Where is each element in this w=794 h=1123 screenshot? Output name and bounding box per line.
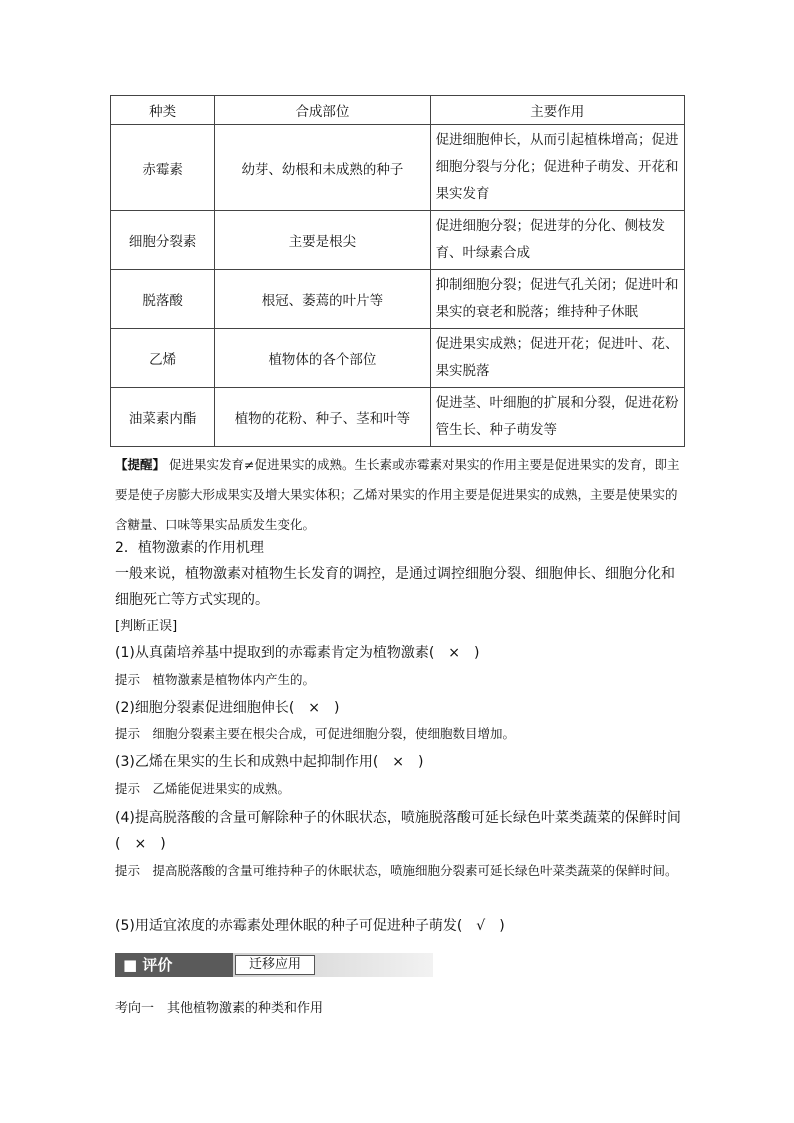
section-heading: 2．植物激素的作用机理 bbox=[115, 540, 264, 556]
synthesis-site: 幼芽、幼根和未成熟的种子 bbox=[215, 125, 430, 211]
synthesis-site: 主要是根尖 bbox=[215, 211, 430, 270]
judge-heading: [判断正误] bbox=[115, 619, 178, 634]
hormone-table bbox=[110, 95, 685, 447]
header-type: 种类 bbox=[111, 96, 215, 125]
table-row bbox=[111, 211, 685, 270]
hormone-name: 油菜素内酯 bbox=[111, 388, 215, 447]
tip-text: 促进果实发育≠促进果实的成熟。生长素或赤霉素对果实的作用主要是促进果实的发育，即主要是使子房膨大形成果实及增大果实体积；乙烯对果实的作用主要是促进果实的成熟，主要是使果实的含糖量、口味等果实品质发生变化。 bbox=[115, 457, 680, 532]
table-row bbox=[111, 125, 685, 211]
judge-question-5: (5)用适宜浓度的赤霉素处理休眠的种子可促进种子萌发( √ ) bbox=[115, 918, 505, 934]
table-row bbox=[111, 270, 685, 329]
judge-question-3: (3)乙烯在果实的生长和成熟中起抑制作用( × ) bbox=[115, 754, 424, 770]
main-effect: 促进茎、叶细胞的扩展和分裂，促进花粉管生长、种子萌发等 bbox=[430, 388, 684, 447]
judge-hint-1: 提示 植物激素是植物体内产生的。 bbox=[115, 672, 316, 687]
synthesis-site: 植物的花粉、种子、茎和叶等 bbox=[215, 388, 430, 447]
transfer-application-label: 迁移应用 bbox=[235, 955, 315, 975]
judge-hint-2: 提示 细胞分裂素主要在根尖合成，可促进细胞分裂，使细胞数目增加。 bbox=[115, 726, 516, 741]
header-site: 合成部位 bbox=[215, 96, 430, 125]
topic-direction: 考向一 其他植物激素的种类和作用 bbox=[115, 1001, 324, 1016]
header-effect: 主要作用 bbox=[430, 96, 684, 125]
table-header-row bbox=[111, 96, 685, 125]
tip-note bbox=[115, 450, 685, 540]
synthesis-site: 根冠、萎蔫的叶片等 bbox=[215, 270, 430, 329]
main-effect: 促进细胞伸长，从而引起植株增高；促进细胞分裂与分化；促进种子萌发、开花和果实发育 bbox=[430, 125, 684, 211]
section-body: 一般来说，植物激素对植物生长发育的调控，是通过调控细胞分裂、细胞伸长、细胞分化和细胞死亡等方式实现的。 bbox=[115, 566, 675, 608]
main-effect: 促进果实成熟；促进开花；促进叶、花、果实脱落 bbox=[430, 329, 684, 388]
main-effect: 抑制细胞分裂；促进气孔关闭；促进叶和果实的衰老和脱落；维持种子休眠 bbox=[430, 270, 684, 329]
judge-hint-3: 提示 乙烯能促进果实的成熟。 bbox=[115, 781, 291, 796]
judge-question-4: (4)提高脱落酸的含量可解除种子的休眠状态，喷施脱落酸可延长绿色叶菜类蔬菜的保鲜时间( × ) bbox=[115, 810, 681, 852]
table-row bbox=[111, 329, 685, 388]
judge-hint-4: 提示 提高脱落酸的含量可维持种子的休眠状态，喷施细胞分裂素可延长绿色叶菜类蔬菜的保鲜时间。 bbox=[115, 863, 678, 878]
judge-question-2: (2)细胞分裂素促进细胞伸长( × ) bbox=[115, 700, 340, 716]
synthesis-site: 植物体的各个部位 bbox=[215, 329, 430, 388]
main-effect: 促进细胞分裂；促进芽的分化、侧枝发育、叶绿素合成 bbox=[430, 211, 684, 270]
hormone-name: 乙烯 bbox=[111, 329, 215, 388]
judge-question-1: (1)从真菌培养基中提取到的赤霉素肯定为植物激素( × ) bbox=[115, 645, 480, 661]
evaluation-label: ■ 评价 bbox=[115, 953, 233, 977]
table-row bbox=[111, 388, 685, 447]
hormone-name: 脱落酸 bbox=[111, 270, 215, 329]
hormone-name: 赤霉素 bbox=[111, 125, 215, 211]
tip-label: 【提醒】 bbox=[115, 457, 166, 472]
hormone-name: 细胞分裂素 bbox=[111, 211, 215, 270]
evaluation-banner bbox=[115, 953, 435, 977]
